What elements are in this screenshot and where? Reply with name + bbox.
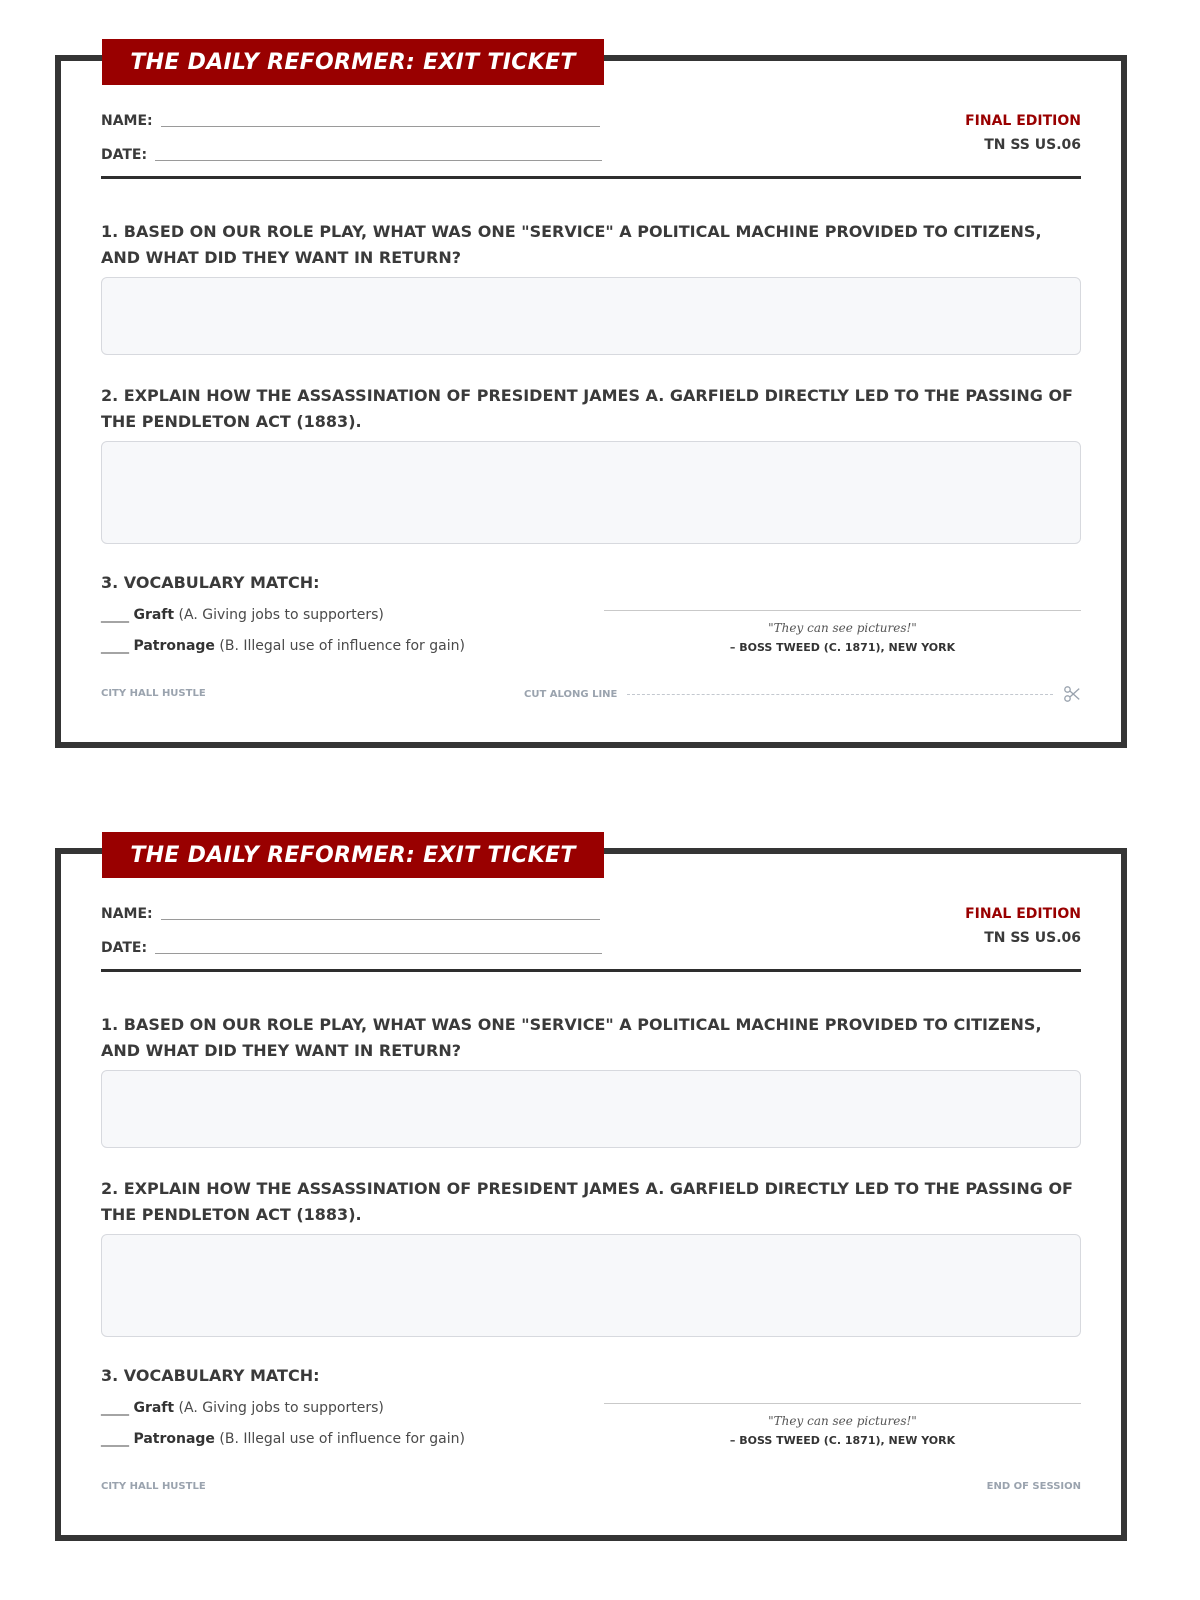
- quote-block: [604, 621, 1081, 654]
- vocab-item-patronage: [101, 1431, 465, 1447]
- exit-ticket-1: [55, 49, 1127, 748]
- date-label: DATE:: [101, 147, 148, 163]
- date-field[interactable]: [101, 147, 604, 163]
- answer-box-2[interactable]: [101, 441, 1081, 544]
- question-2: 2. EXPLAIN HOW THE ASSASSINATION OF PRESIDENT JAMES A. GARFIELD DIRECTLY LED TO THE PASSING OF THE PENDLETON ACT (1883).: [101, 1179, 1073, 1224]
- vocab-blank[interactable]: ____: [101, 1400, 129, 1416]
- answer-box-1[interactable]: [101, 277, 1081, 355]
- exit-ticket-2: [55, 842, 1127, 1541]
- vocab-definition: (B. Illegal use of influence for gain): [219, 1431, 465, 1447]
- footer-label: CITY HALL HUSTLE: [101, 688, 206, 699]
- edition-block: [965, 902, 1081, 950]
- vocab-item-graft: [101, 1400, 384, 1416]
- end-of-session-label: END OF SESSION: [986, 1481, 1081, 1492]
- vocab-blank[interactable]: ____: [101, 638, 129, 654]
- date-line[interactable]: [155, 159, 602, 161]
- ticket-banner: THE DAILY REFORMER: EXIT TICKET: [102, 39, 604, 85]
- vocab-term: Patronage: [133, 1431, 215, 1447]
- standard-code: TN SS US.06: [984, 930, 1081, 946]
- question-1: 1. BASED ON OUR ROLE PLAY, WHAT WAS ONE "SERVICE" A POLITICAL MACHINE PROVIDED TO CITIZENS, AND WHAT DID THEY WANT IN RETURN?: [101, 1015, 1042, 1060]
- dashed-line: [627, 694, 1053, 695]
- name-label: NAME:: [101, 113, 153, 129]
- name-field[interactable]: [101, 113, 604, 129]
- quote-block: [604, 1414, 1081, 1447]
- cut-line: [524, 685, 1081, 703]
- cut-label: CUT ALONG LINE: [524, 688, 618, 700]
- header-divider: [101, 176, 1081, 179]
- vocab-blank[interactable]: ____: [101, 607, 129, 623]
- edition-label: FINAL EDITION: [965, 113, 1081, 129]
- question-1: 1. BASED ON OUR ROLE PLAY, WHAT WAS ONE "SERVICE" A POLITICAL MACHINE PROVIDED TO CITIZENS, AND WHAT DID THEY WANT IN RETURN?: [101, 222, 1042, 267]
- answer-box-2[interactable]: [101, 1234, 1081, 1337]
- vocab-definition: (A. Giving jobs to supporters): [178, 607, 384, 623]
- question-3: 3. VOCABULARY MATCH:: [101, 1366, 320, 1385]
- vocab-term: Graft: [133, 607, 175, 623]
- question-3: 3. VOCABULARY MATCH:: [101, 573, 320, 592]
- vocab-definition: (A. Giving jobs to supporters): [178, 1400, 384, 1416]
- standard-code: TN SS US.06: [984, 137, 1081, 153]
- edition-label: FINAL EDITION: [965, 906, 1081, 922]
- quote-text: "They can see pictures!": [768, 621, 917, 635]
- quote-divider: [604, 1403, 1081, 1404]
- edition-block: [965, 109, 1081, 157]
- quote-attribution: – BOSS TWEED (C. 1871), NEW YORK: [729, 641, 956, 654]
- name-field[interactable]: [101, 906, 604, 922]
- header-divider: [101, 969, 1081, 972]
- date-field[interactable]: [101, 940, 604, 956]
- name-label: NAME:: [101, 906, 153, 922]
- ticket-banner: THE DAILY REFORMER: EXIT TICKET: [102, 832, 604, 878]
- question-2: 2. EXPLAIN HOW THE ASSASSINATION OF PRESIDENT JAMES A. GARFIELD DIRECTLY LED TO THE PASSING OF THE PENDLETON ACT (1883).: [101, 386, 1073, 431]
- date-label: DATE:: [101, 940, 148, 956]
- name-line[interactable]: [161, 918, 600, 920]
- name-line[interactable]: [161, 125, 600, 127]
- footer-label: CITY HALL HUSTLE: [101, 1481, 206, 1492]
- vocab-definition: (B. Illegal use of influence for gain): [219, 638, 465, 654]
- date-line[interactable]: [155, 952, 602, 954]
- vocab-item-graft: [101, 607, 384, 623]
- vocab-term: Graft: [133, 1400, 175, 1416]
- vocab-item-patronage: [101, 638, 465, 654]
- quote-divider: [604, 610, 1081, 611]
- vocab-blank[interactable]: ____: [101, 1431, 129, 1447]
- vocab-term: Patronage: [133, 638, 215, 654]
- quote-text: "They can see pictures!": [768, 1414, 917, 1428]
- answer-box-1[interactable]: [101, 1070, 1081, 1148]
- quote-attribution: – BOSS TWEED (C. 1871), NEW YORK: [729, 1434, 956, 1447]
- scissors-icon: [1063, 685, 1081, 703]
